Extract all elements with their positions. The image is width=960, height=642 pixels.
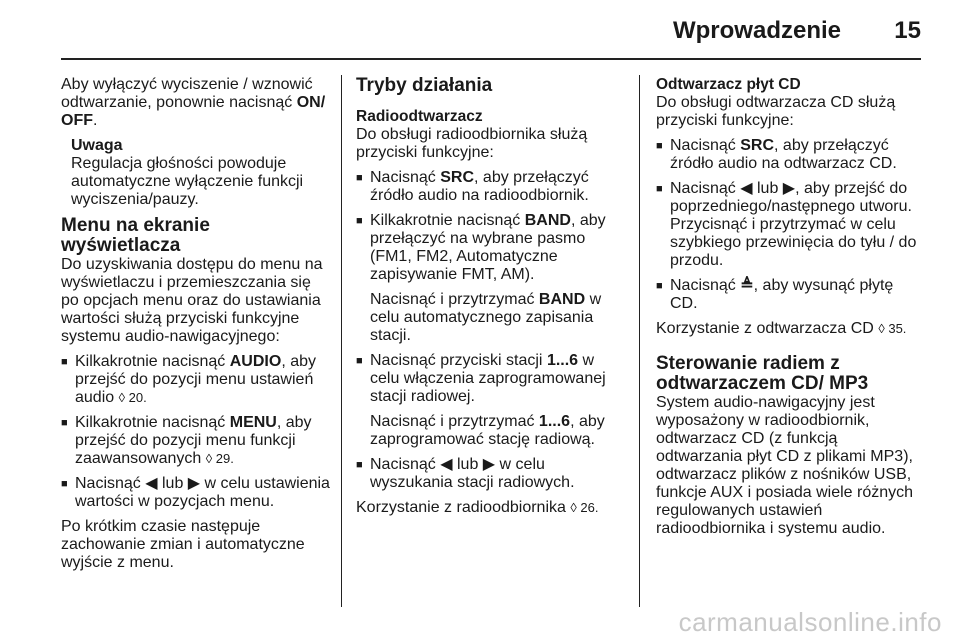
- text: Nacisnąć i przytrzymać: [370, 291, 539, 308]
- list-item: [61, 353, 331, 407]
- closing-paragraph: [656, 320, 924, 338]
- page-number: 15: [894, 17, 921, 44]
- onoff-key: ON/ OFF: [61, 94, 326, 129]
- page-ref: ◊ 26.: [570, 500, 599, 515]
- closing-paragraph: [356, 499, 618, 517]
- list-subitem: [356, 413, 618, 449]
- text: Nacisnąć: [670, 277, 741, 294]
- text: Korzystanie z radioodbiornika: [356, 499, 571, 516]
- column-divider-2: [639, 75, 640, 607]
- station-keys: 1...6: [546, 352, 579, 369]
- note-text: Regulacja głośności powoduje automatyczne wyłączenie funkcji wyciszenia/pauzy.: [71, 155, 304, 208]
- page-title: Wprowadzenie: [672, 17, 841, 44]
- text: w celu włączenia zaprogramowanej stacji radiowej.: [370, 352, 606, 405]
- note-heading: Uwaga: [71, 137, 123, 154]
- text: Kilkakrotnie nacisnąć: [75, 414, 230, 431]
- eject-icon: ≜: [740, 277, 754, 294]
- list-item: [656, 137, 924, 173]
- page-ref: ◊ 20.: [118, 390, 147, 405]
- menu-intro: Do uzyskiwania dostępu do menu na wyświetlaczu i przemieszczania się po opcjach menu oraz do ustawiania wartości służą przyciski funkcyjne systemu audio-nawigacyjnego:: [61, 256, 323, 345]
- heading-operating-modes: Tryby działania: [356, 75, 493, 96]
- page-header: [61, 0, 921, 56]
- list-item: [656, 277, 924, 313]
- watermark: carmanualsonline.info: [678, 607, 942, 637]
- heading-radio: Radioodtwarzacz: [356, 108, 483, 125]
- text: , aby przejść do pozycji menu ustawień audio: [75, 353, 316, 406]
- heading-menu-display: Menu na ekranie wyświetlacza: [61, 215, 210, 256]
- band-key: BAND: [524, 212, 571, 229]
- column-3: [656, 76, 924, 538]
- list-item: ■ Nacisnąć ◀ lub ▶ w celu ustawienia wartości w pozycjach menu.: [61, 475, 331, 511]
- text: w celu automatycznego zapisania stacji.: [370, 291, 602, 344]
- column-1: [61, 76, 331, 572]
- text: Aby wyłączyć wyciszenie / wznowić odtwarzanie, ponownie nacisnąć: [61, 76, 313, 111]
- page-ref: ◊ 29.: [205, 451, 234, 466]
- list-item: [356, 212, 618, 284]
- column-2: [356, 76, 618, 517]
- radio-intro: Do obsługi radioodbiornika służą przyciski funkcyjne:: [356, 126, 588, 161]
- list-item: [356, 169, 618, 205]
- column-divider-1: [341, 75, 342, 607]
- note: [61, 137, 331, 209]
- heading-cd-player: Odtwarzacz płyt CD: [656, 76, 801, 93]
- text: , aby przełączyć źródło audio na odtwarzacz CD.: [670, 137, 897, 172]
- audio-key: AUDIO: [229, 353, 282, 370]
- closing-paragraph: Po krótkim czasie następuje zachowanie zmian i automatyczne wyjście z menu.: [61, 518, 305, 571]
- page-ref: ◊ 35.: [878, 321, 907, 336]
- band-key: BAND: [538, 291, 586, 308]
- text: Nacisnąć: [670, 137, 741, 154]
- text: Nacisnąć: [370, 169, 441, 186]
- text: , aby zaprogramować stację radiową.: [370, 413, 605, 448]
- list-subitem: [356, 291, 618, 345]
- text: , aby przełączyć źródło audio na radioodbiornik.: [370, 169, 589, 204]
- list-item: [356, 352, 618, 406]
- text: , aby przełączyć na wybrane pasmo (FM1, FM2, Automatyczne zapisywanie FMT, AM).: [370, 212, 606, 283]
- list-item: [61, 414, 331, 468]
- menu-key: MENU: [229, 414, 277, 431]
- text: Korzystanie z odtwarzacza CD: [656, 320, 879, 337]
- text: .: [93, 112, 98, 129]
- text: , aby wysunąć płytę CD.: [670, 277, 894, 312]
- control-text: System audio-nawigacyjny jest wyposażony w radioodbiornik, odtwarzacz CD (z funkcją odtwarzania płyt CD z plikami MP3), odtwarzacz plików z nośników USB, funkcje AUX i posiada wiele różnych regulowanych ustawień radioodbiornika i systemu audio.: [656, 394, 914, 537]
- list-item: ■ Nacisnąć ◀ lub ▶, aby przejść do poprzedniego/następnego utworu. Przycisnąć i przytrzymać w celu szybkiego przewinięcia do tyłu / do przodu.: [656, 180, 924, 270]
- src-key: SRC: [740, 137, 775, 154]
- text: , aby przejść do pozycji menu funkcji zaawansowanych: [75, 414, 312, 467]
- src-key: SRC: [440, 169, 475, 186]
- mute-paragraph: [61, 76, 331, 130]
- list-item: ■ Nacisnąć ◀ lub ▶ w celu wyszukania stacji radiowych.: [356, 456, 618, 492]
- text: Nacisnąć przyciski stacji: [370, 352, 547, 369]
- text: Kilkakrotnie nacisnąć: [370, 212, 525, 229]
- text: Nacisnąć i przytrzymać: [370, 413, 539, 430]
- cd-intro: Do obsługi odtwarzacza CD służą przyciski funkcyjne:: [656, 94, 896, 129]
- station-keys: 1...6: [538, 413, 571, 430]
- heading-radio-cd-control: Sterowanie radiem z odtwarzaczem CD/ MP3: [656, 353, 869, 394]
- text: Kilkakrotnie nacisnąć: [75, 353, 230, 370]
- header-rule: [61, 58, 921, 60]
